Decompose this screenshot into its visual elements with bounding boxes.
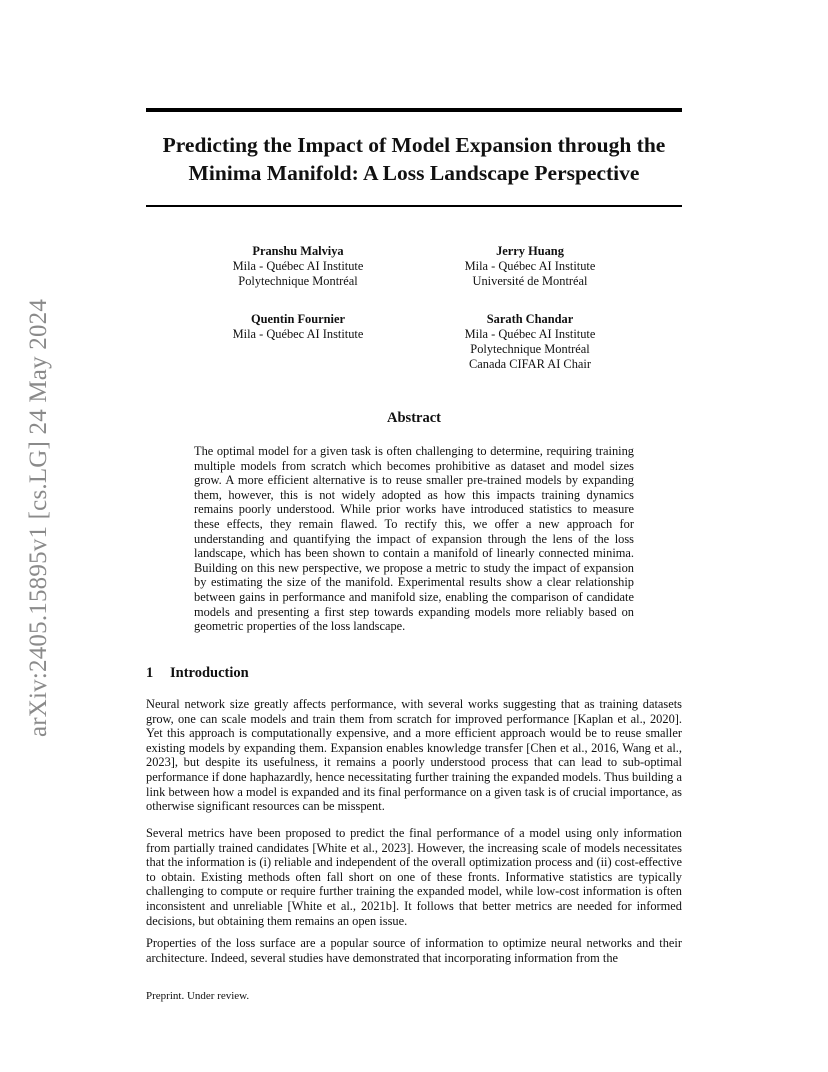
author-name: Sarath Chandar [486, 312, 574, 326]
author-name: Pranshu Malviya [252, 244, 344, 258]
paper-title: Predicting the Impact of Model Expansion through the Minima Manifold: A Loss Landscape Perspective [162, 133, 666, 185]
abstract-heading: Abstract [387, 410, 441, 426]
page-footer: Preprint. Under review. [146, 990, 250, 1002]
author-affiliation: Polytechnique Montréal [238, 274, 358, 288]
title-rule-bottom [146, 205, 682, 207]
author-affiliation: Mila - Québec AI Institute [232, 259, 364, 273]
author-affiliation: Mila - Québec AI Institute [464, 259, 596, 273]
author-affiliation: Polytechnique Montréal [470, 342, 590, 356]
author-entry [430, 244, 630, 289]
abstract-text: The optimal model for a given task is often challenging to determine, requiring training multiple models from scratch which becomes prohibitive as dataset and model sizes grow. A more efficient alternative is to reuse smaller pre-trained models by expanding them, however, this is not widely adopted as how this impacts training dynamics remains poorly understood. While prior works have introduced statistics to measure these effects, they remain flawed. To rectify this, we offer a new approach for understanding and quantifying the impact of expansion through the lens of the loss landscape, which has been shown to contain a manifold of linearly connected minima. Building on this new perspective, we propose a metric to study the impact of expansion by estimating the size of the manifold. Experimental results show a clear relationship between gains in performance and manifold size, enabling the comparison of candidate models and presenting a first step towards expanding models more reliably based on geometric properties of the loss landscape. [194, 444, 634, 634]
section-number: 1 [146, 665, 154, 681]
author-affiliation: Canada CIFAR AI Chair [469, 357, 591, 371]
author-entry [198, 244, 398, 289]
author-affiliation: Mila - Québec AI Institute [464, 327, 596, 341]
body-paragraph: Properties of the loss surface are a popular source of information to optimize neural networks and their architecture. Indeed, several studies have demonstrated that incorporating information from the [146, 936, 682, 965]
arxiv-identifier: arXiv:2405.15895v1 [cs.LG] 24 May 2024 [25, 298, 52, 738]
author-entry [198, 312, 398, 342]
author-affiliation: Mila - Québec AI Institute [232, 327, 364, 341]
body-paragraph: Several metrics have been proposed to predict the final performance of a model using only information from partially trained candidates [White et al., 2023]. However, the increasing scale of models necessitates that the information is (i) reliable and independent of the overall optimization process and (ii) cost-effective to obtain. Existing methods often fall short on one of these fronts. Informative statistics are typically challenging to compute or require further training the expanded model, while low-cost information is often inconsistent and unreliable [White et al., 2021b]. It follows that better metrics are needed for informed decisions, but obtaining them remains an open issue. [146, 826, 682, 928]
author-name: Jerry Huang [496, 244, 564, 258]
title-rule-top [146, 108, 682, 112]
section-heading [146, 665, 249, 682]
author-name: Quentin Fournier [251, 312, 345, 326]
author-entry [430, 312, 630, 372]
section-title: Introduction [170, 665, 249, 681]
author-affiliation: Université de Montréal [472, 274, 588, 288]
body-paragraph: Neural network size greatly affects performance, with several works suggesting that as training datasets grow, one can scale models and train them from scratch for improved performance [Kaplan et al., 2020]. Yet this approach is computationally expensive, and a more efficient approach would be to reuse smaller existing models by expanding them. Expansion enables knowledge transfer [Chen et al., 2016, Wang et al., 2023], but despite its usefulness, it remains a poorly understood process that can lead to sub-optimal performance if done haphazardly, hence necessitating further training the expanded models. Thus building a link between how a model is expanded and its final performance on a given task is of crucial importance, as otherwise significant resources can be misspent. [146, 697, 682, 814]
